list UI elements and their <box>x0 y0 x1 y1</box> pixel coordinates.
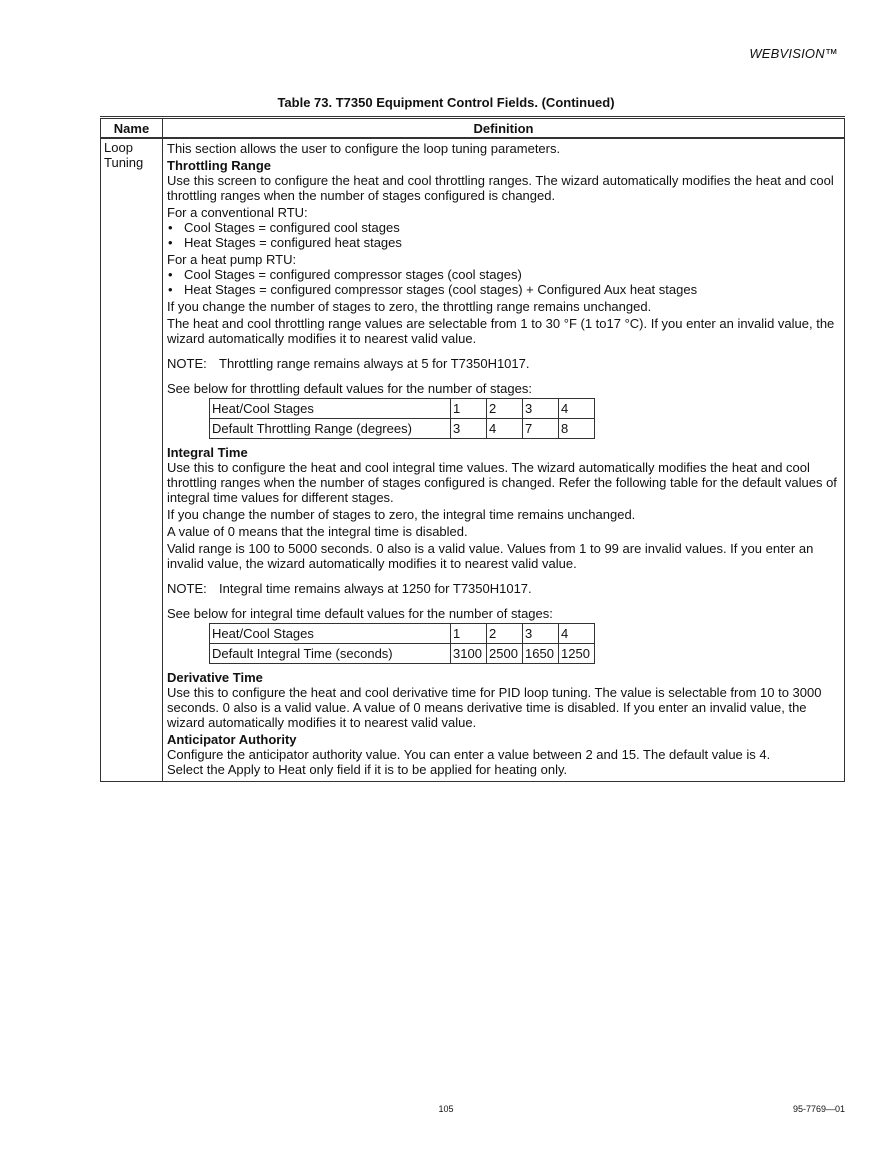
throttling-range-text: The heat and cool throttling range values are selectable from 1 to 30 °F (1 to17 °C). If you enter an invalid value, the wizard automatically modifies it to nearest valid value. <box>167 316 835 346</box>
header-brand: WEBVISION™ <box>749 46 838 61</box>
table-row <box>210 644 595 664</box>
table-row <box>101 138 845 782</box>
page-number: 105 <box>438 1104 454 1114</box>
throttling-description: Use this screen to configure the heat and cool throttling ranges. The wizard automatically modifies the heat and cool throttling ranges when the number of stages configured is changed. <box>167 173 834 203</box>
integral-note <box>167 581 840 596</box>
anticipator-description: Configure the anticipator authority value. You can enter a value between 2 and 15. The default value is 4. <box>167 747 771 762</box>
table-cell: 1650 <box>523 644 559 664</box>
equipment-control-table <box>100 116 845 782</box>
table-header-row <box>101 118 845 139</box>
note-text: Integral time remains always at 1250 for T7350H1017. <box>219 581 532 596</box>
conventional-list <box>167 220 840 250</box>
table-cell: 3 <box>523 399 559 419</box>
integral-disabled-text: A value of 0 means that the integral time is disabled. <box>167 524 468 539</box>
table-cell: 1250 <box>559 644 595 664</box>
note-label: NOTE: <box>167 356 207 371</box>
table-cell: 8 <box>559 419 595 439</box>
table-cell: Default Integral Time (seconds) <box>210 644 451 664</box>
table-row <box>210 399 595 419</box>
table-cell: 1 <box>451 399 487 419</box>
throttling-see-below: See below for throttling default values for the number of stages: <box>167 381 532 396</box>
table-cell: 3100 <box>451 644 487 664</box>
derivative-description: Use this to configure the heat and cool derivative time for PID loop tuning. The value is selectable from 10 to 3000 seconds. 0 also is a valid value. A value of 0 means derivative time is disabled. If you enter an invalid value, the wizard automatically modifies it to nearest valid value. <box>167 685 822 730</box>
table-cell: 3 <box>523 624 559 644</box>
integral-defaults-table <box>209 623 595 664</box>
table-cell: Default Throttling Range (degrees) <box>210 419 451 439</box>
heatpump-list <box>167 267 840 297</box>
integral-see-below: See below for integral time default values for the number of stages: <box>167 606 553 621</box>
table-cell: 2500 <box>487 644 523 664</box>
throttling-note <box>167 356 840 371</box>
table-cell: 7 <box>523 419 559 439</box>
table-caption: Table 73. T7350 Equipment Control Fields. (Continued) <box>277 95 615 110</box>
throttling-zero-text: If you change the number of stages to zero, the throttling range remains unchanged. <box>167 299 652 314</box>
table-cell: 4 <box>559 399 595 419</box>
throttling-heading: Throttling Range <box>167 158 271 173</box>
column-header-definition: Definition <box>163 118 845 139</box>
integral-heading: Integral Time <box>167 445 248 460</box>
note-text: Throttling range remains always at 5 for T7350H1017. <box>219 356 530 371</box>
heatpump-label: For a heat pump RTU: <box>167 252 297 267</box>
table-row <box>210 419 595 439</box>
table-cell: Heat/Cool Stages <box>210 624 451 644</box>
anticipator-apply-text: Select the Apply to Heat only field if it is to be applied for heating only. <box>167 762 568 777</box>
document-number: 95-7769—01 <box>792 1104 845 1114</box>
list-item: • Cool Stages = configured compressor stages (cool stages) <box>167 267 840 282</box>
table-cell: 3 <box>451 419 487 439</box>
throttling-defaults-table <box>209 398 595 439</box>
anticipator-heading: Anticipator Authority <box>167 732 297 747</box>
note-label: NOTE: <box>167 581 207 596</box>
field-name-cell: Loop Tuning <box>101 138 163 782</box>
integral-range-text: Valid range is 100 to 5000 seconds. 0 also is a valid value. Values from 1 to 99 are invalid values. If you enter an invalid value, the wizard automatically modifies it to nearest valid value. <box>167 541 814 571</box>
intro-text: This section allows the user to configure the loop tuning parameters. <box>167 141 561 156</box>
definition-cell <box>163 138 845 782</box>
list-item: • Heat Stages = configured heat stages <box>167 235 840 250</box>
derivative-heading: Derivative Time <box>167 670 263 685</box>
list-item: • Heat Stages = configured compressor stages (cool stages) + Configured Aux heat stages <box>167 282 840 297</box>
table-cell: 2 <box>487 624 523 644</box>
column-header-name: Name <box>101 118 163 139</box>
table-cell: 4 <box>487 419 523 439</box>
conventional-label: For a conventional RTU: <box>167 205 308 220</box>
table-cell: 4 <box>559 624 595 644</box>
table-cell: 1 <box>451 624 487 644</box>
table-cell: 2 <box>487 399 523 419</box>
table-row <box>210 624 595 644</box>
integral-zero-text: If you change the number of stages to zero, the integral time remains unchanged. <box>167 507 636 522</box>
list-item: • Cool Stages = configured cool stages <box>167 220 840 235</box>
table-cell: Heat/Cool Stages <box>210 399 451 419</box>
integral-description: Use this to configure the heat and cool integral time values. The wizard automatically modifies the heat and cool throttling ranges when the number of stages configured is changed. Refer the following table for the default values of integral time values for different stages. <box>167 460 837 505</box>
